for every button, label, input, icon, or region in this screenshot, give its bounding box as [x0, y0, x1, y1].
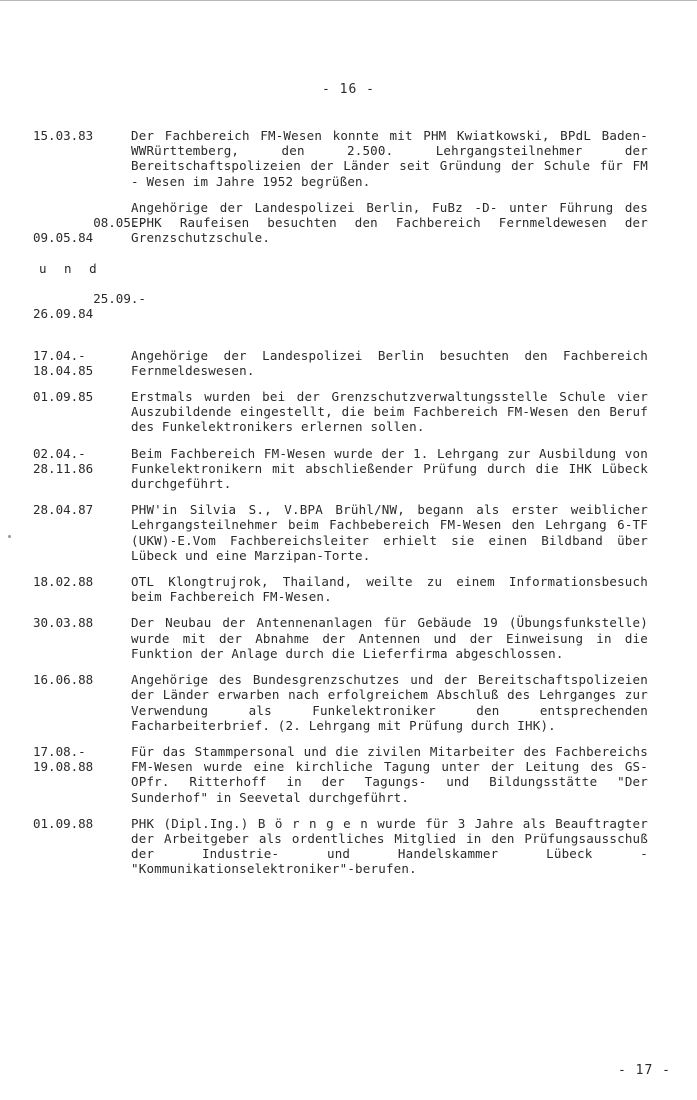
entry-date: 01.09.88 [33, 815, 94, 831]
chronicle-entry [33, 389, 648, 435]
entry-text: Angehörige der Landespolizei Berlin, FuBz -D- unter Führung des EPHK Raufeisen besuchten den Fachbereich Fernmeldewesen der Grenzschutzschule. [131, 199, 648, 246]
entry-date-conjunction: u n d [39, 260, 102, 276]
chronicle-entry [33, 200, 648, 337]
entry-date-second: 25.09.- 26.09.84 [33, 291, 146, 322]
entry-text: Angehörige des Bundesgrenzschutzes und der Bereitschaftspolizeien der Länder erwarben nach erfolgreichem Abschluß des Lehrganges zur Verwendung als Funkelektroniker den entsprechenden Facharbeiterbrief. (2. Lehrgang mit Prüfung durch IHK). [131, 672, 648, 733]
chronicle-entry [33, 348, 648, 378]
entry-text: Beim Fachbereich FM-Wesen wurde der 1. Lehrgang zur Ausbildung von Funkelektronikern mit abschließender Prüfung durch die IHK Lübeck durchgeführt. [131, 445, 648, 492]
entry-date: 17.08.- 19.08.88 [33, 743, 94, 775]
entry-date: 17.04.- 18.04.85 [33, 347, 94, 378]
chronicle-entry [33, 816, 648, 877]
entry-text: PHW'in Silvia S., V.BPA Brühl/NW, begann als erster weiblicher Lehrgangsteilnehmer beim Fachbebereich FM-Wesen den Lehrgang 6-TF (UKW)-E.Vom Fachbereichsleiter erhielt sie einen Bildband über Lübeck und eine Marzipan-Torte. [131, 502, 648, 563]
entry-date: 16.06.88 [33, 672, 94, 688]
chronicle-entry [33, 574, 648, 604]
entry-date: 15.03.83 [33, 128, 94, 143]
entry-date: 08.05.- 09.05.84 [33, 215, 146, 246]
entry-date: 18.02.88 [33, 574, 94, 590]
chronicle-entry [33, 744, 648, 805]
entry-text: PHK (Dipl.Ing.) B ö r n g e n wurde für 3 Jahre als Beauftragter der Arbeitgeber als ordentliches Mitglied in den Prüfungsausschuß der Industrie- und Handelskammer Lübeck - "Kommunikationselektroniker"-berufen. [131, 815, 648, 877]
entry-text: Der Fachbereich FM-Wesen konnte mit PHM Kwiatkowski, BPdL Baden-WWRürttemberg, den 2.500. Lehrgangsteilnehmer der Bereitschaftspolizeien der Länder seit Gründung der Schule für FM - Wesen im Jahre 1952 begrüßen. [131, 128, 648, 189]
next-page-indicator: - 17 - [618, 1063, 671, 1078]
chronicle-entry [33, 502, 648, 563]
entry-date: 28.04.87 [33, 502, 94, 518]
entry-date: 02.04.- 28.11.86 [33, 445, 94, 476]
scan-speck [8, 535, 11, 538]
entry-text: OTL Klongtrujrok, Thailand, weilte zu einem Informationsbesuch beim Fachbereich FM-Wesen. [131, 574, 648, 605]
entry-date: 01.09.85 [33, 389, 94, 405]
entry-text: Der Neubau der Antennenanlagen für Gebäude 19 (Übungsfunkstelle) wurde mit der Abnahme der Antennen und der Einweisung in die Funktion der Anlage durch die Lieferfirma abgeschlossen. [131, 615, 648, 661]
chronicle-entry [33, 128, 648, 189]
chronicle-entry [33, 615, 648, 661]
chronicle-entry [33, 446, 648, 492]
chronicle-entries [33, 128, 648, 888]
entry-text: Erstmals wurden bei der Grenzschutzverwaltungsstelle Schule vier Auszubildende eingestellt, die beim Fachbereich FM-Wesen den Beruf des Funkelektronikers erlernen sollen. [131, 389, 648, 435]
entry-text: Angehörige der Landespolizei Berlin besuchten den Fachbereich Fernmeldeswesen. [131, 347, 648, 378]
entry-date: 30.03.88 [33, 615, 94, 631]
entry-date-group [33, 200, 146, 337]
chronicle-entry [33, 672, 648, 733]
entry-text: Für das Stammpersonal und die zivilen Mitarbeiter des Fachbereichs FM-Wesen wurde eine kirchliche Tagung unter der Leitung des GS-OPfr. Ritterhoff in der Tagungs- und Bildungsstätte "Der Sunderhof" in Seevetal durchgeführt. [131, 743, 648, 805]
page-number: - 16 - [322, 82, 375, 97]
page-top-edge [0, 0, 697, 1]
